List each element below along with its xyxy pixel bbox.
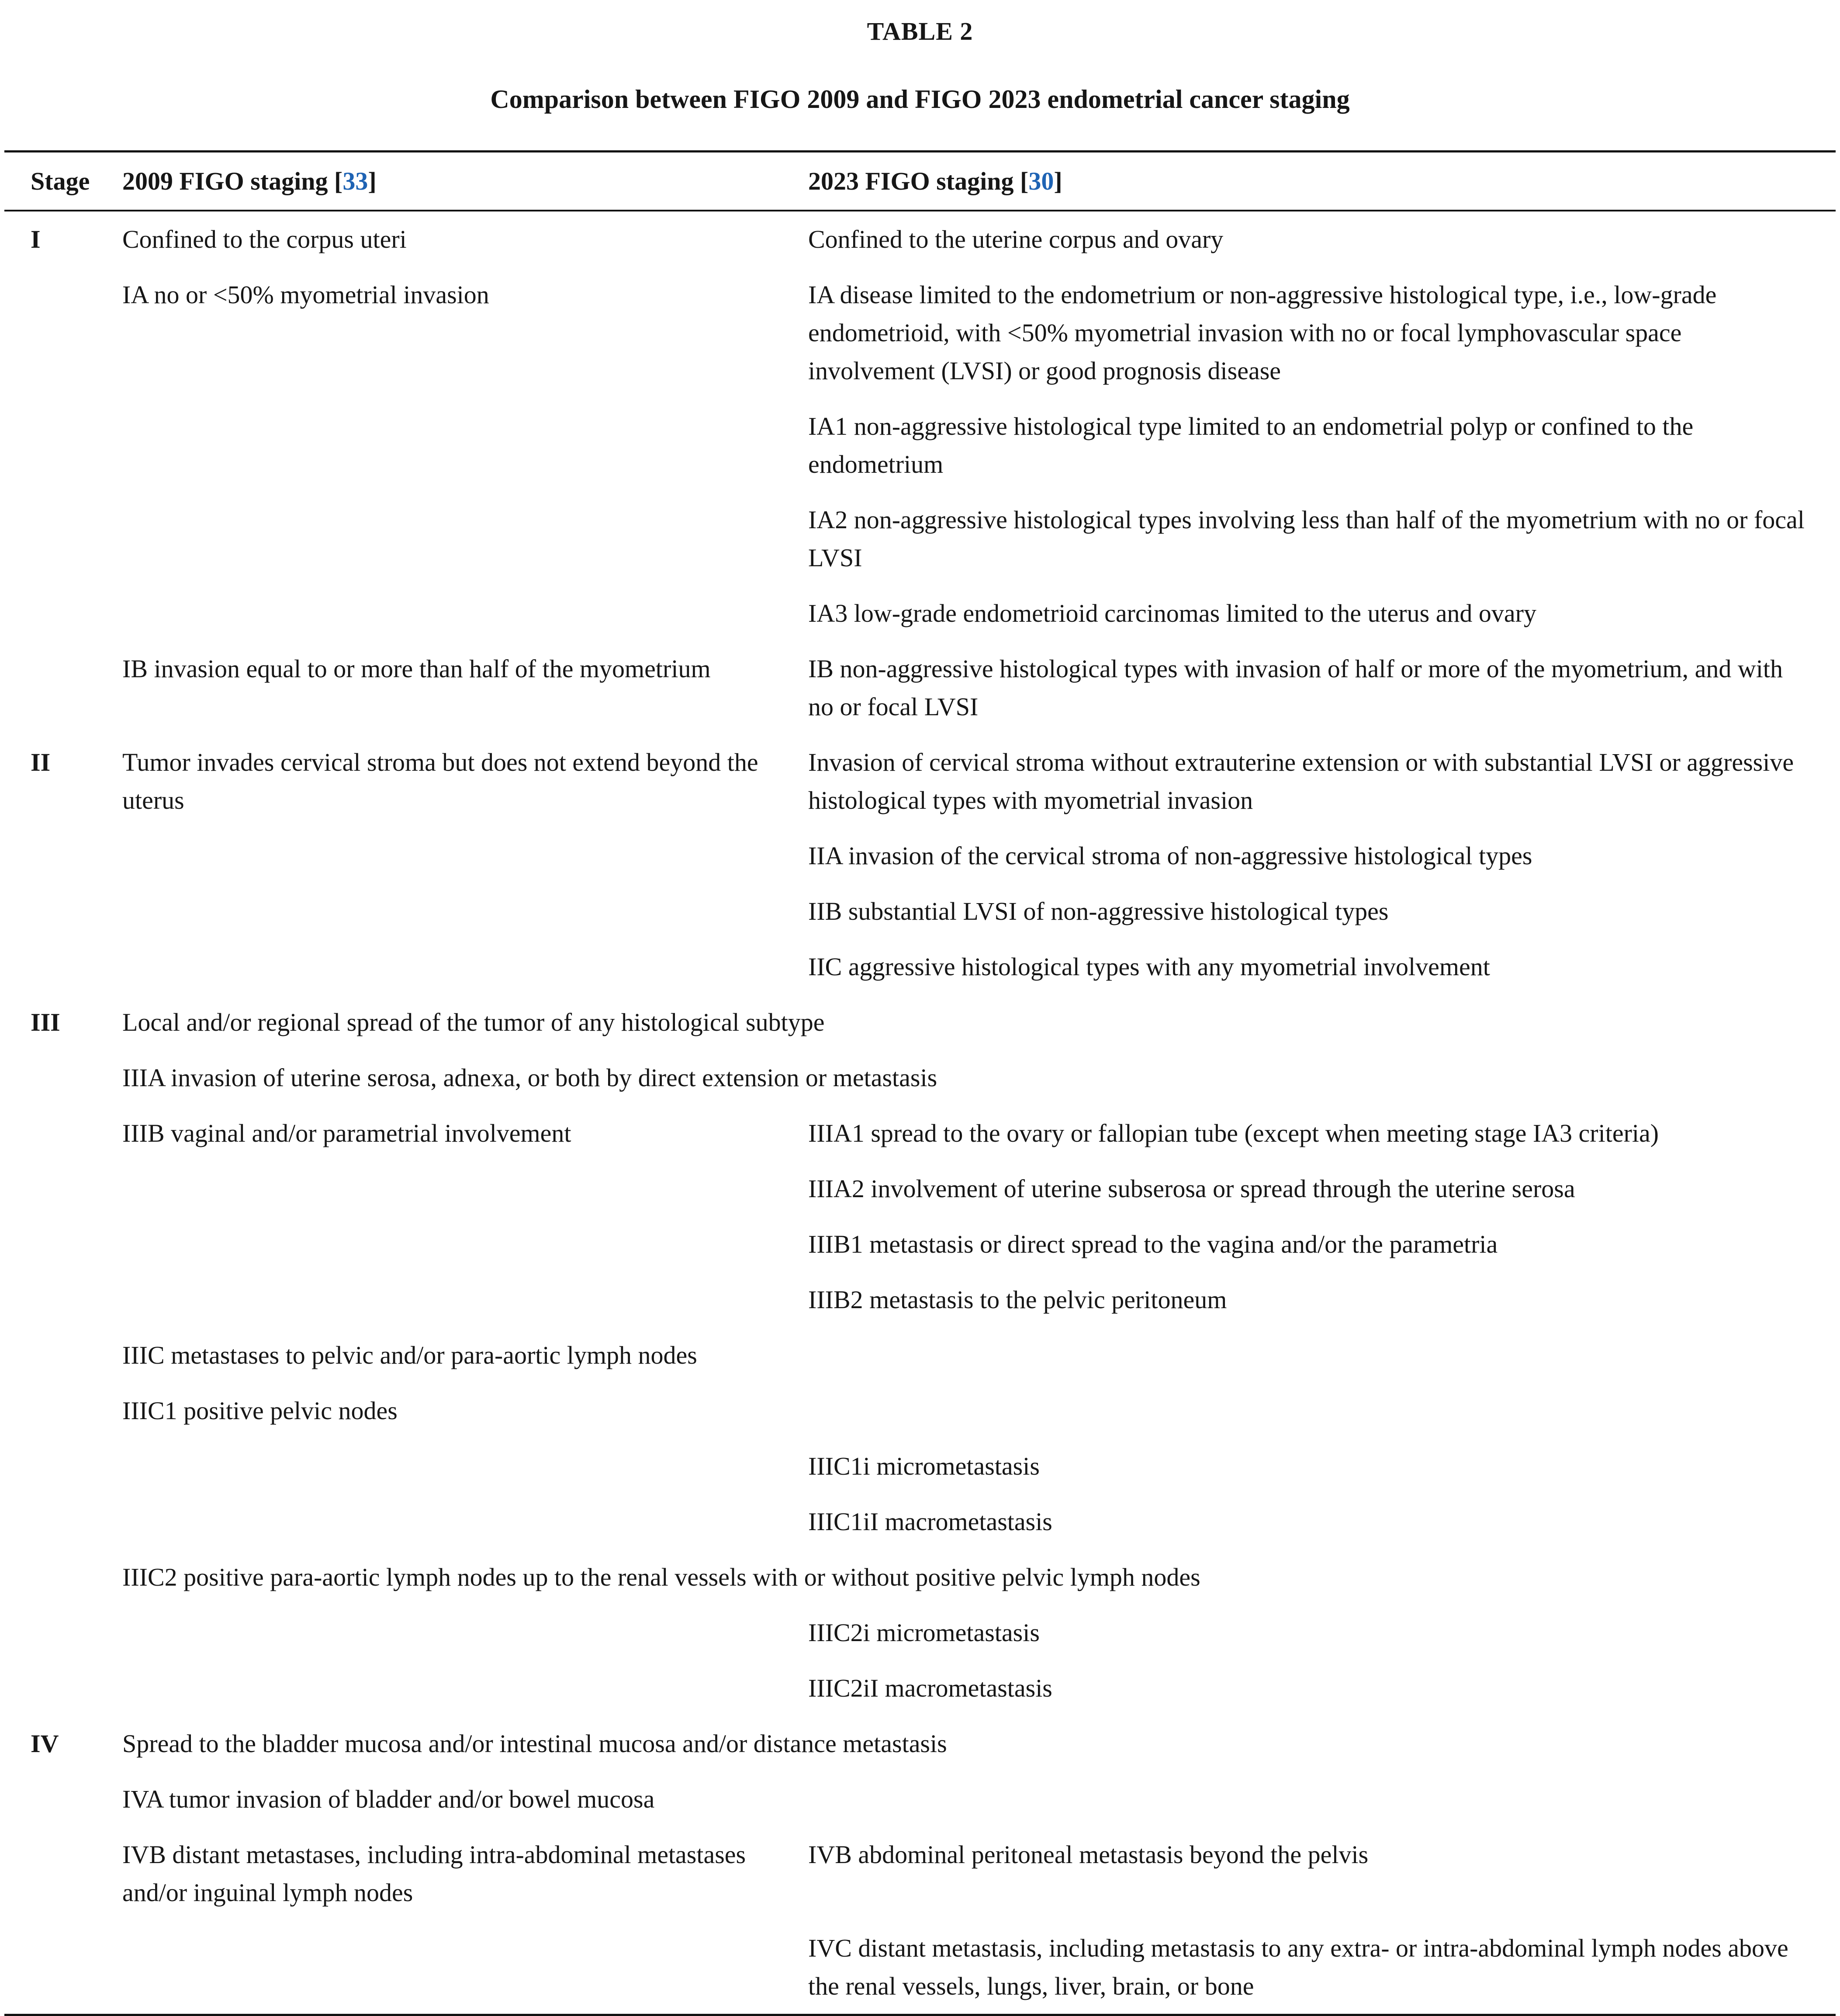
- staging-2009-cell: [122, 1920, 808, 2015]
- staging-2009-cell: [122, 1605, 808, 1660]
- citation-bracket-close: ]: [1054, 167, 1062, 195]
- table-row: [4, 1438, 1836, 1494]
- citation-bracket-close: ]: [368, 167, 377, 195]
- stage-cell: [4, 1494, 122, 1549]
- table-row: [4, 641, 1836, 734]
- stage-cell: [4, 267, 122, 398]
- table-row: [4, 492, 1836, 585]
- staging-2009-cell: [122, 1660, 808, 1716]
- staging-2009-cell: IIIC1 positive pelvic nodes: [122, 1396, 398, 1425]
- header-row: [4, 152, 1836, 211]
- stage-cell: [4, 1161, 122, 1216]
- stage-cell: [4, 828, 122, 883]
- table-row: [4, 398, 1836, 492]
- stage-cell: IV: [31, 1729, 59, 1758]
- stage-cell: [4, 398, 122, 492]
- staging-2009-cell: IB invasion equal to or more than half of the myometrium: [122, 655, 711, 683]
- staging-2009-cell: [122, 828, 808, 883]
- stage-cell: [4, 1920, 122, 2015]
- stage-cell: [4, 1438, 122, 1494]
- table-row: [4, 883, 1836, 939]
- stage-cell: [4, 1272, 122, 1327]
- stage-cell: II: [31, 748, 51, 776]
- staging-2009-cell: [122, 939, 808, 994]
- staging-2009-cell: IVB distant metastases, including intra-abdominal metastases and/or inguinal lymph nodes: [122, 1840, 746, 1907]
- table-row: [4, 734, 1836, 828]
- staging-2023-cell: IIIB2 metastasis to the pelvic peritoneum: [808, 1285, 1227, 1314]
- table-row: [4, 1660, 1836, 1716]
- staging-2023-cell: [808, 1383, 1836, 1438]
- stage-cell: [4, 1327, 122, 1383]
- table-body: [4, 211, 1836, 2015]
- stage-cell: [4, 641, 122, 734]
- stage-cell: [4, 1771, 122, 1827]
- staging-2023-cell: IIIA2 involvement of uterine subserosa or spread through the uterine serosa: [808, 1174, 1575, 1203]
- staging-2023-cell: IIC aggressive histological types with any myometrial involvement: [808, 953, 1490, 981]
- staging-2023-cell: IA3 low-grade endometrioid carcinomas limited to the uterus and ovary: [808, 599, 1536, 627]
- staging-2023-cell: Invasion of cervical stroma without extrauterine extension or with substantial LVSI or aggressive histological types with myometrial invasion: [808, 748, 1794, 814]
- stage-cell: [4, 1549, 122, 1605]
- table-row: [4, 1605, 1836, 1660]
- staging-2023-cell: IA2 non-aggressive histological types involving less than half of the myometrium with no or focal LVSI: [808, 506, 1805, 572]
- staging-2009-cell: IIIB vaginal and/or parametrial involvement: [122, 1119, 571, 1147]
- stage-cell: [4, 1105, 122, 1161]
- staging-2009-cell: [122, 1161, 808, 1216]
- staging-span-cell: Spread to the bladder mucosa and/or intestinal mucosa and/or distance metastasis: [122, 1729, 947, 1758]
- stage-cell: [4, 1827, 122, 1920]
- stage-cell: [4, 1216, 122, 1272]
- table-row: [4, 1827, 1836, 1920]
- table-row: [4, 1327, 1836, 1383]
- stage-cell: I: [31, 225, 41, 253]
- table-row: [4, 1272, 1836, 1327]
- citation-bracket-open: [: [1013, 167, 1029, 195]
- citation-link-30[interactable]: 30: [1028, 167, 1054, 195]
- staging-2009-cell: [122, 883, 808, 939]
- table-row: [4, 1771, 1836, 1827]
- staging-2009-cell: [122, 492, 808, 585]
- staging-2023-cell: IIIC1iI macrometastasis: [808, 1507, 1052, 1536]
- staging-span-cell: IIIC metastases to pelvic and/or para-aortic lymph nodes: [122, 1341, 697, 1369]
- staging-2023-cell: IIIC1i micrometastasis: [808, 1452, 1040, 1480]
- table-row: [4, 828, 1836, 883]
- table-row: [4, 1161, 1836, 1216]
- staging-2009-cell: [122, 1216, 808, 1272]
- staging-2009-cell: [122, 398, 808, 492]
- table-row: [4, 1383, 1836, 1438]
- table-label: TABLE 2: [867, 17, 973, 45]
- table-row: [4, 994, 1836, 1050]
- staging-span-cell: IIIC2 positive para-aortic lymph nodes up to the renal vessels with or without positive pelvic lymph nodes: [122, 1563, 1200, 1591]
- staging-span-cell: IIIA invasion of uterine serosa, adnexa, or both by direct extension or metastasis: [122, 1063, 937, 1092]
- staging-comparison-table: [4, 150, 1836, 2016]
- staging-2023-cell: IIB substantial LVSI of non-aggressive histological types: [808, 897, 1389, 925]
- table-row: [4, 1216, 1836, 1272]
- staging-2023-cell: IVC distant metastasis, including metastasis to any extra- or intra-abdominal lymph nodes above the renal vessels, lungs, liver, brain, or bone: [808, 1934, 1788, 2000]
- table-row: [4, 1105, 1836, 1161]
- table-row: [4, 1050, 1836, 1105]
- stage-cell: [4, 1050, 122, 1105]
- table-caption: Comparison between FIGO 2009 and FIGO 2023 endometrial cancer staging: [490, 85, 1350, 114]
- table-row: [4, 1494, 1836, 1549]
- staging-2009-cell: Tumor invades cervical stroma but does not extend beyond the uterus: [122, 748, 758, 814]
- table-row: [4, 1716, 1836, 1771]
- col-header-2009-text: 2009 FIGO staging: [122, 167, 328, 195]
- table-row: [4, 1549, 1836, 1605]
- stage-cell: [4, 1660, 122, 1716]
- col-header-2023-text: 2023 FIGO staging: [808, 167, 1014, 195]
- staging-2023-cell: IIIC2iI macrometastasis: [808, 1674, 1052, 1702]
- staging-2009-cell: IA no or <50% myometrial invasion: [122, 281, 489, 309]
- stage-cell: [4, 883, 122, 939]
- staging-span-cell: Local and/or regional spread of the tumor of any histological subtype: [122, 1008, 825, 1036]
- col-header-stage: Stage: [4, 152, 122, 211]
- stage-cell: [4, 492, 122, 585]
- staging-span-cell: IVA tumor invasion of bladder and/or bowel mucosa: [122, 1785, 655, 1813]
- staging-2009-cell: Confined to the corpus uteri: [122, 225, 407, 253]
- stage-cell: III: [31, 1008, 60, 1036]
- staging-2009-cell: [122, 1494, 808, 1549]
- table-row: [4, 1920, 1836, 2015]
- table-row: [4, 939, 1836, 994]
- staging-2023-cell: IVB abdominal peritoneal metastasis beyond the pelvis: [808, 1840, 1369, 1869]
- staging-2009-cell: [122, 1272, 808, 1327]
- citation-bracket-open: [: [328, 167, 343, 195]
- staging-2023-cell: IIIB1 metastasis or direct spread to the vagina and/or the parametria: [808, 1230, 1498, 1258]
- stage-cell: [4, 1383, 122, 1438]
- table-row: [4, 211, 1836, 267]
- staging-2023-cell: IIIC2i micrometastasis: [808, 1618, 1040, 1647]
- stage-cell: [4, 1605, 122, 1660]
- stage-cell: [4, 585, 122, 641]
- stage-cell: [4, 939, 122, 994]
- staging-2009-cell: [122, 1438, 808, 1494]
- staging-2023-cell: IB non-aggressive histological types with invasion of half or more of the myometrium, and with no or focal LVSI: [808, 655, 1783, 721]
- table-row: [4, 267, 1836, 398]
- staging-2023-cell: IIIA1 spread to the ovary or fallopian tube (except when meeting stage IA3 criteria): [808, 1119, 1659, 1147]
- staging-2023-cell: IA1 non-aggressive histological type limited to an endometrial polyp or confined to the endometrium: [808, 412, 1694, 478]
- col-header-2009: [122, 152, 808, 211]
- col-header-2023: [808, 152, 1836, 211]
- staging-2009-cell: [122, 585, 808, 641]
- citation-link-33[interactable]: 33: [342, 167, 368, 195]
- staging-2023-cell: IIA invasion of the cervical stroma of non-aggressive histological types: [808, 842, 1532, 870]
- table-row: [4, 585, 1836, 641]
- staging-2023-cell: IA disease limited to the endometrium or non-aggressive histological type, i.e., low-grade endometrioid, with <50% myometrial invasion with no or focal lymphovascular space involvement (LVSI) or good prognosis disease: [808, 281, 1717, 385]
- staging-2023-cell: Confined to the uterine corpus and ovary: [808, 225, 1224, 253]
